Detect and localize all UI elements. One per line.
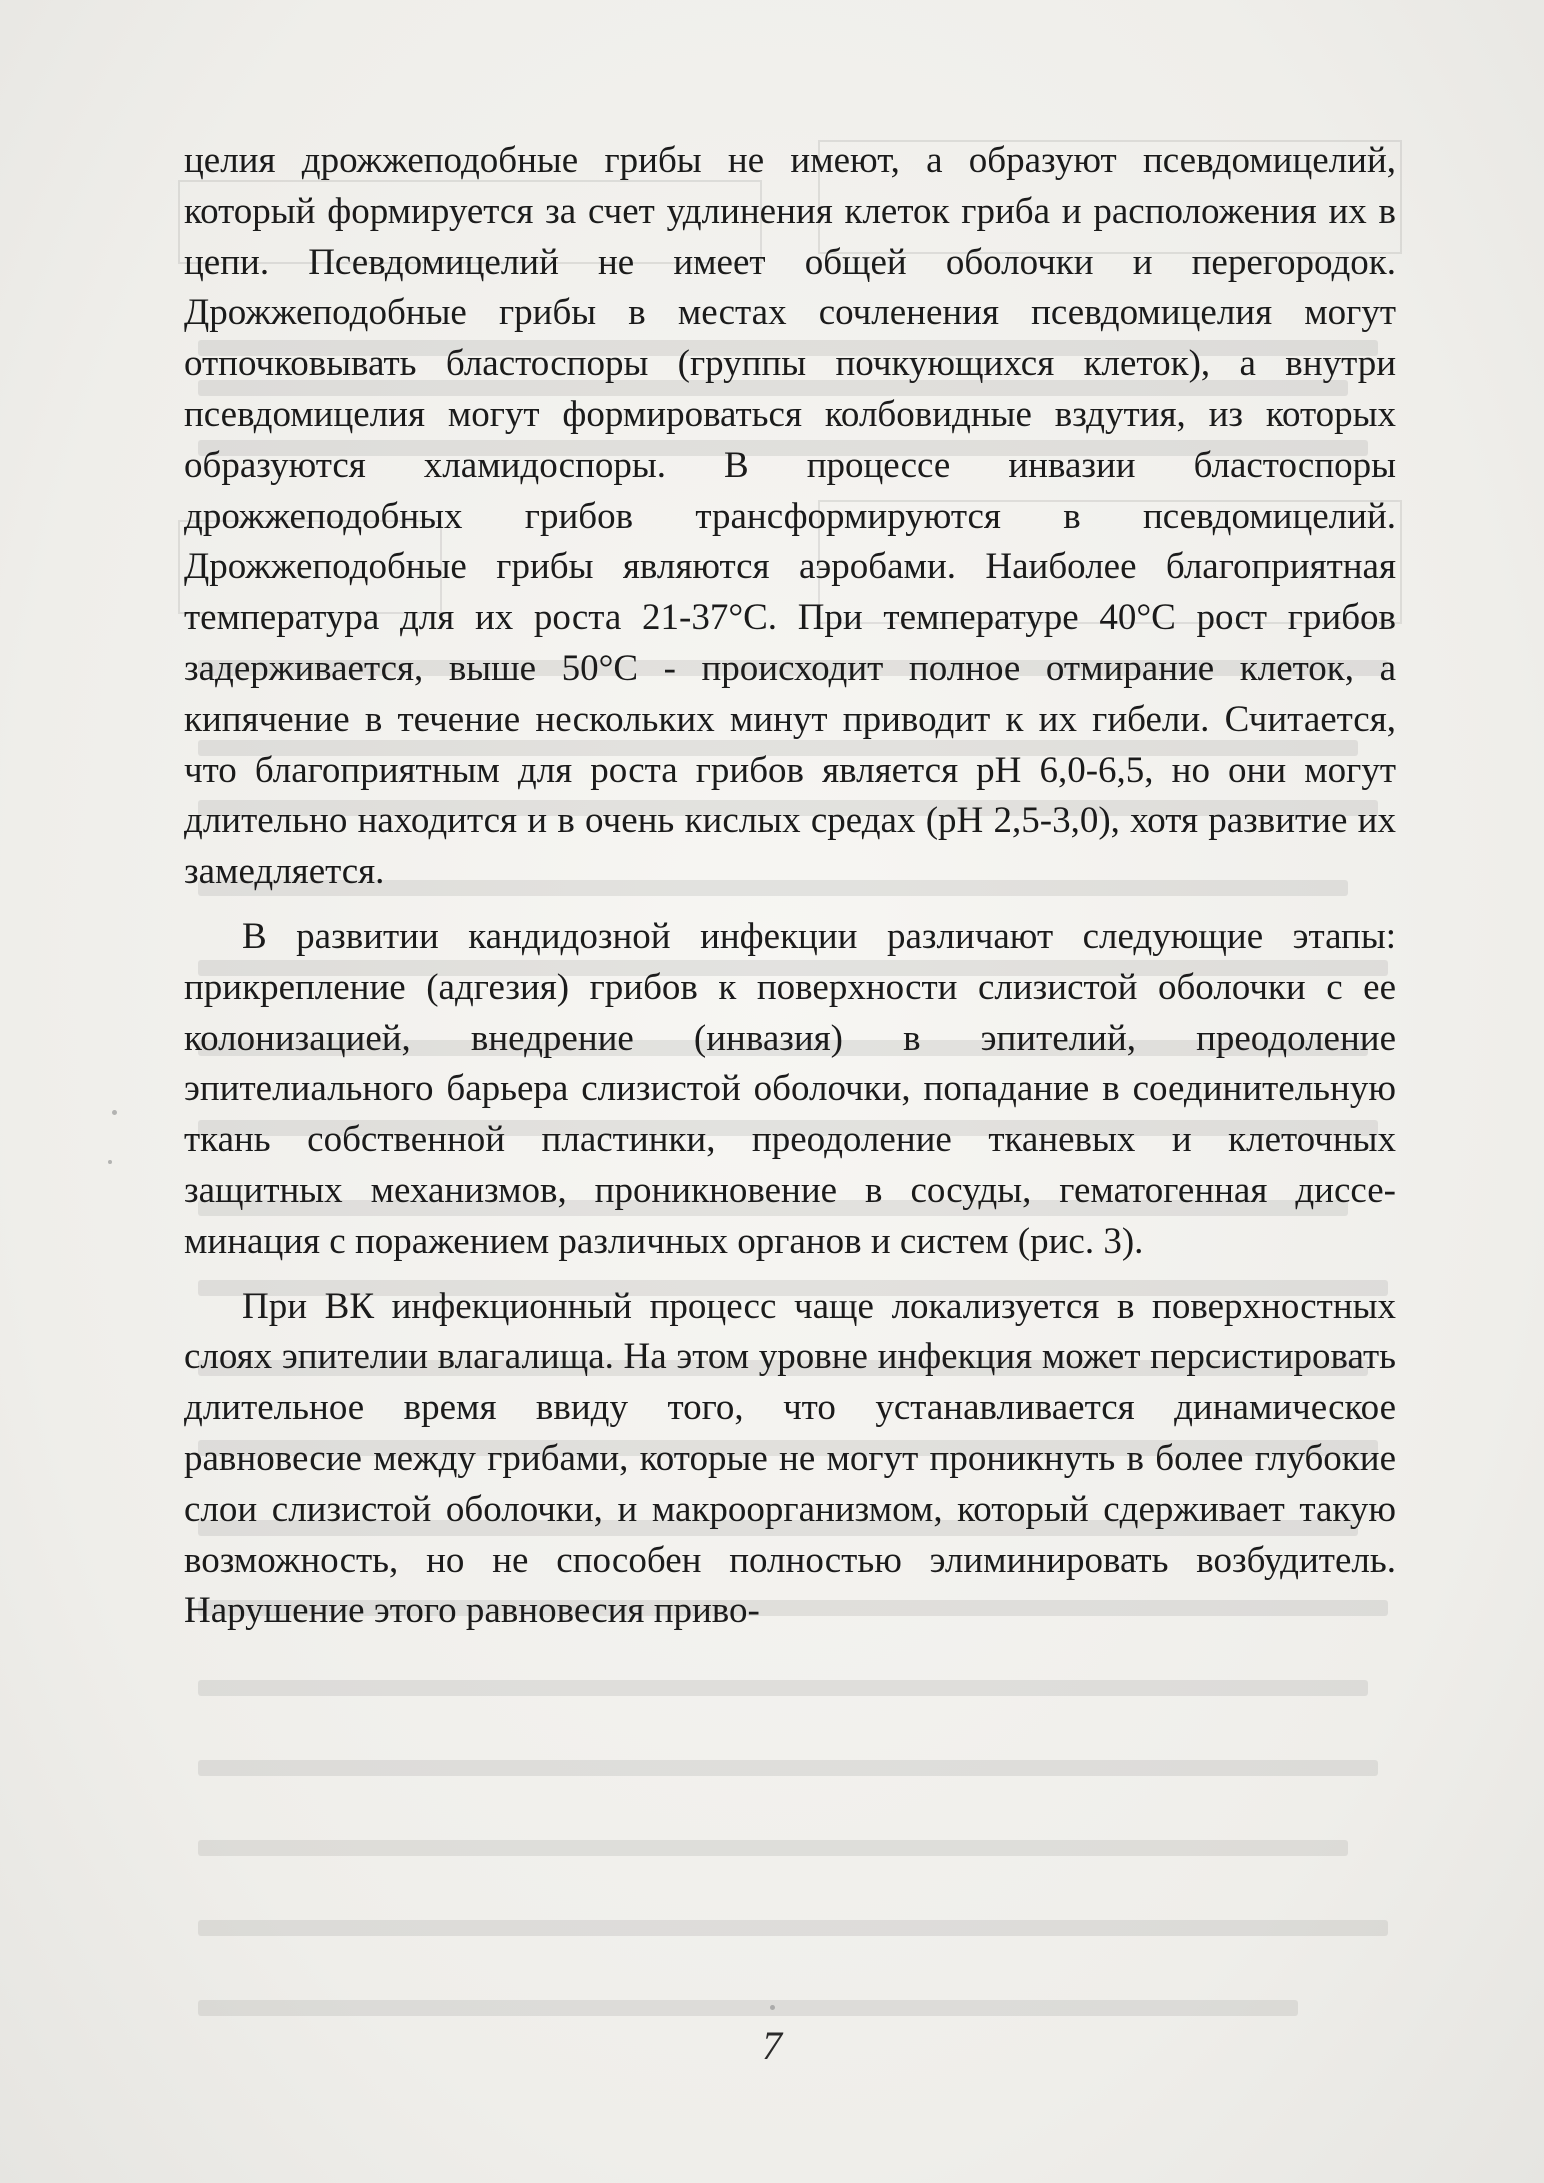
body-text [184, 136, 1396, 1637]
paragraph-3: При ВК инфекционный процесс чаще локализуется в поверхностных слоях эпителии влагалища. На этом уровне инфекция может персистировать длительное время ввиду того, что устанавливается динамическое равновесие между грибами, которые не могут проникнуть в более глубокие слои слизистой оболочки, и макроорганизмом, который сдерживает такую возможность, но не способен полностью элиминировать возбудитель. Нарушение этого равновесия приво- [184, 1285, 1396, 1632]
scan-speck [108, 1160, 112, 1164]
paragraph-1: целия дрожжеподобные грибы не имеют, а образуют псевдомицелий, который формируется за счет удлинения клеток гриба и расположения их в цепи. Псевдомицелий не имеет общей оболочки и перегородок. Дрожжеподобные грибы в местах сочленения псевдомицелия могут отпочковывать бластоспоры (группы почкующихся клеток), а внутри псевдомицелия могут формироваться колбовидные вздутия, из которых образуются хламидоспоры. В процессе инвазии бластоспоры дрожжеподобных грибов трансформируются в псевдомицелий. Дрожжеподобные грибы являются аэробами. Наиболее благоприятная температура для их роста 21-37°С. При температуре 40°С рост грибов задерживается, выше 50°С - происходит полное отмирание клеток, а кипячение в течение нескольких минут приводит к их гибели. Считается, что благоприятным для роста грибов является рН 6,0-6,5, но они могут длительно находится и в очень кислых средах (рН 2,5-3,0), хотя развитие их замедляется. [184, 140, 1396, 893]
page-number: 7 [762, 2023, 782, 2068]
paragraph-2: В развитии кандидозной инфекции различают следующие этапы: прикрепление (адгезия) грибов к поверхности слизистой оболочки с ее колонизацией, внедрение (инвазия) в эпителий, преодоление эпителиального барьера слизистой оболочки, попадание в соединительную ткань собственной пластинки, преодоление тканевых и клеточных защитных механизмов, проникновение в сосуды, гематогенная диссеминация с поражением различных органов и систем (рис. 3). [184, 915, 1396, 1262]
scan-speck [112, 1110, 117, 1115]
scan-speck [770, 2005, 775, 2010]
